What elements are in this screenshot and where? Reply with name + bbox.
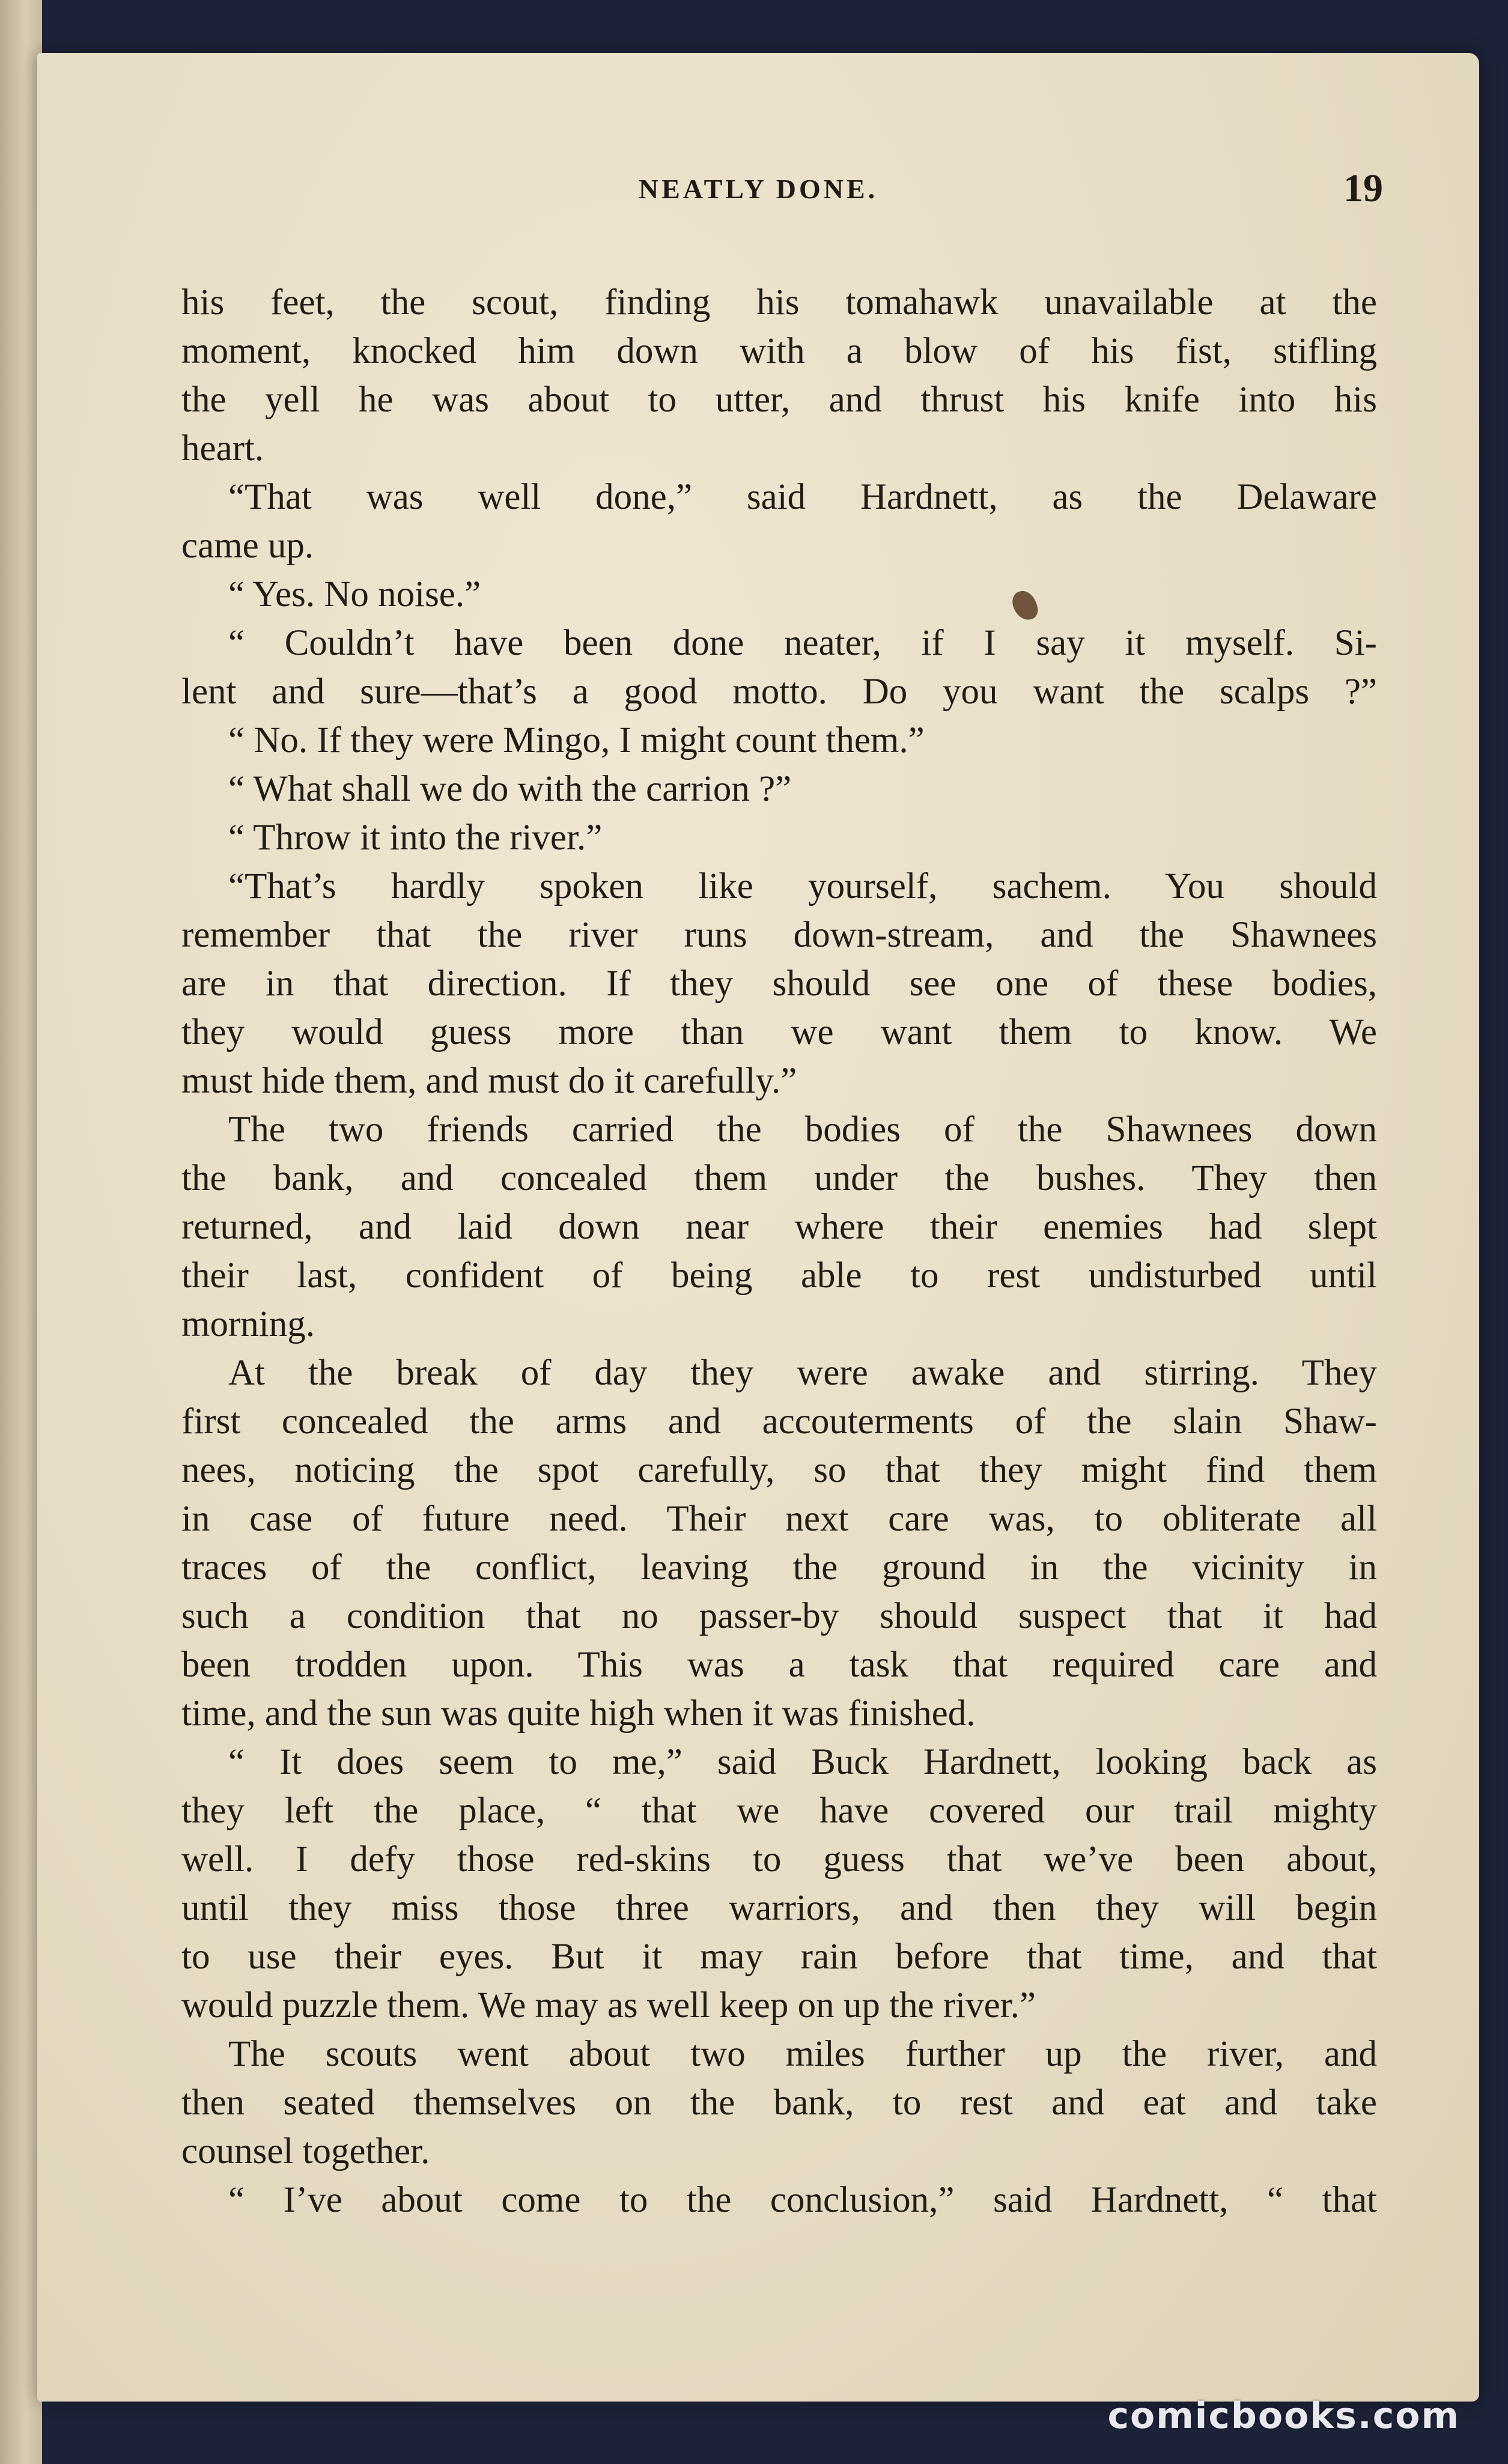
text-line: lent and sure—that’s a good motto. Do you want the scalps ?” (181, 672, 1377, 712)
text-line: then seated themselves on the bank, to rest and eat and take (181, 2083, 1377, 2123)
page-header (37, 166, 1479, 227)
text-line: “ What shall we do with the carrion ?” (228, 769, 792, 809)
text-line: well. I defy those red-skins to guess that we’ve been about, (181, 1839, 1377, 1880)
text-line: heart. (181, 428, 264, 469)
running-head: NEATLY DONE. (638, 174, 878, 204)
text-line: “That’s hardly spoken like yourself, sachem. You should (228, 866, 1377, 906)
text-line: traces of the conflict, leaving the ground in the vicinity in (181, 1547, 1377, 1588)
text-line: they would guess more than we want them to know. We (181, 1012, 1377, 1052)
text-line: “That was well done,” said Hardnett, as the Delaware (228, 477, 1377, 517)
text-line: “ Yes. No noise.” (228, 574, 481, 614)
book-page (37, 53, 1479, 2402)
text-line: “ Couldn’t have been done neater, if I say it myself. Si- (228, 623, 1377, 663)
text-line: time, and the sun was quite high when it was finished. (181, 1693, 976, 1734)
text-line: nees, noticing the spot carefully, so that they might find them (181, 1450, 1377, 1490)
text-line: until they miss those three warriors, and then they will begin (181, 1888, 1377, 1928)
text-line: The two friends carried the bodies of the Shawnees down (228, 1109, 1377, 1150)
text-line: counsel together. (181, 2131, 430, 2171)
book-spine-edge (0, 0, 42, 2464)
text-line: morning. (181, 1304, 315, 1344)
text-line: returned, and laid down near where their enemies had slept (181, 1207, 1377, 1247)
text-line: to use their eyes. But it may rain before that time, and that (181, 1937, 1377, 1977)
text-line: At the break of day they were awake and stirring. They (228, 1353, 1377, 1393)
text-line: remember that the river runs down-stream, and the Shawnees (181, 915, 1377, 955)
text-line: his feet, the scout, finding his tomahawk unavailable at the (181, 282, 1377, 323)
text-line: the yell he was about to utter, and thrust his knife into his (181, 380, 1377, 420)
text-line: “ It does seem to me,” said Buck Hardnett, looking back as (228, 1742, 1377, 1782)
body-text (181, 278, 1377, 2224)
text-line: are in that direction. If they should see one of these bodies, (181, 963, 1377, 1004)
text-line: moment, knocked him down with a blow of his fist, stifling (181, 331, 1377, 371)
text-line: the bank, and concealed them under the bushes. They then (181, 1158, 1377, 1198)
text-line: “ I’ve about come to the conclusion,” said Hardnett, “ that (228, 2180, 1377, 2220)
text-line: must hide them, and must do it carefully.” (181, 1061, 797, 1101)
text-line: been trodden upon. This was a task that required care and (181, 1645, 1377, 1685)
text-line: “ Throw it into the river.” (228, 818, 603, 858)
watermark-logo: comicbooks.com (1107, 2395, 1460, 2437)
text-line: The scouts went about two miles further up the river, and (228, 2034, 1377, 2074)
page-number: 19 (1343, 166, 1383, 210)
text-line: they left the place, “ that we have covered our trail mighty (181, 1791, 1377, 1831)
text-line: “ No. If they were Mingo, I might count them.” (228, 720, 925, 760)
text-line: came up. (181, 526, 314, 566)
text-line: first concealed the arms and accouterments of the slain Shaw- (181, 1401, 1377, 1442)
text-line: in case of future need. Their next care was, to obliterate all (181, 1499, 1377, 1539)
text-line: would puzzle them. We may as well keep on up the river.” (181, 1985, 1036, 2026)
text-line: their last, confident of being able to rest undisturbed until (181, 1255, 1377, 1296)
text-line: such a condition that no passer-by should suspect that it had (181, 1596, 1377, 1636)
